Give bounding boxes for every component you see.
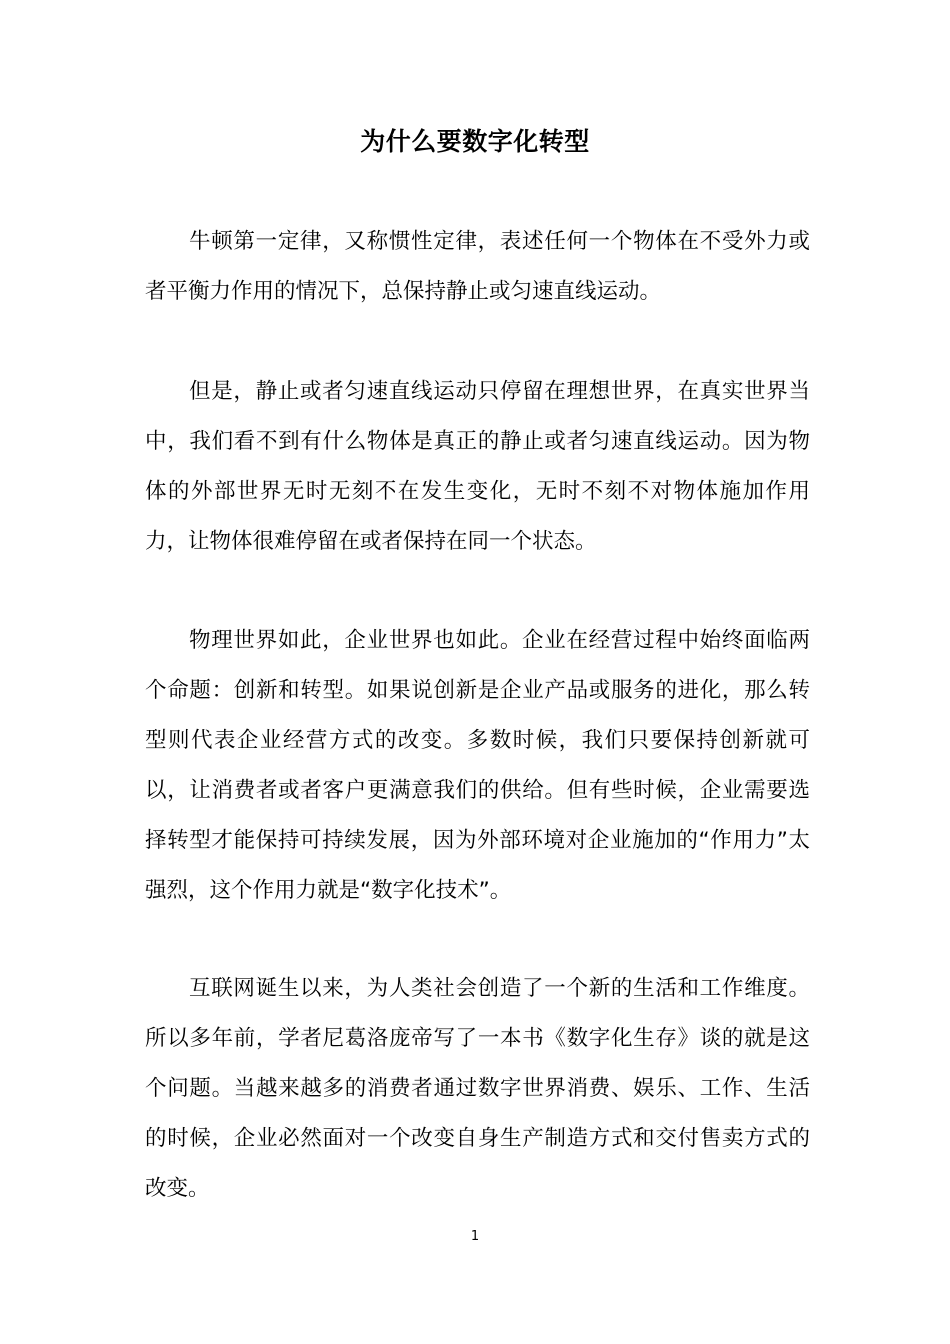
page-number: 1	[470, 1229, 480, 1244]
document-title: 为什么要数字化转型	[360, 127, 590, 156]
paragraph-newton-law: 牛顿第一定律，又称惯性定律，表述任何一个物体在不受外力或者平衡力作用的情况下，总保持静止或匀速直线运动。	[145, 229, 810, 304]
paragraph-enterprise: 物理世界如此，企业世界也如此。企业在经营过程中始终面临两个命题：创新和转型。如果说创新是企业产品或服务的进化，那么转型则代表企业经营方式的改变。多数时候，我们只要保持创新就可以，让消费者或者客户更满意我们的供给。但有些时候，企业需要选择转型才能保持可持续发展，因为外部环境对企业施加的“作用力”太强烈，这个作用力就是“数字化技术”。	[145, 628, 810, 903]
paragraph-internet: 互联网诞生以来，为人类社会创造了一个新的生活和工作维度。所以多年前，学者尼葛洛庞帝写了一本书《数字化生存》谈的就是这个问题。当越来越多的消费者通过数字世界消费、娱乐、工作、生活的时候，企业必然面对一个改变自身生产制造方式和交付售卖方式的改变。	[145, 976, 810, 1201]
paragraph-real-world: 但是，静止或者匀速直线运动只停留在理想世界，在真实世界当中，我们看不到有什么物体是真正的静止或者匀速直线运动。因为物体的外部世界无时无刻不在发生变化，无时不刻不对物体施加作用力，让物体很难停留在或者保持在同一个状态。	[145, 379, 810, 554]
